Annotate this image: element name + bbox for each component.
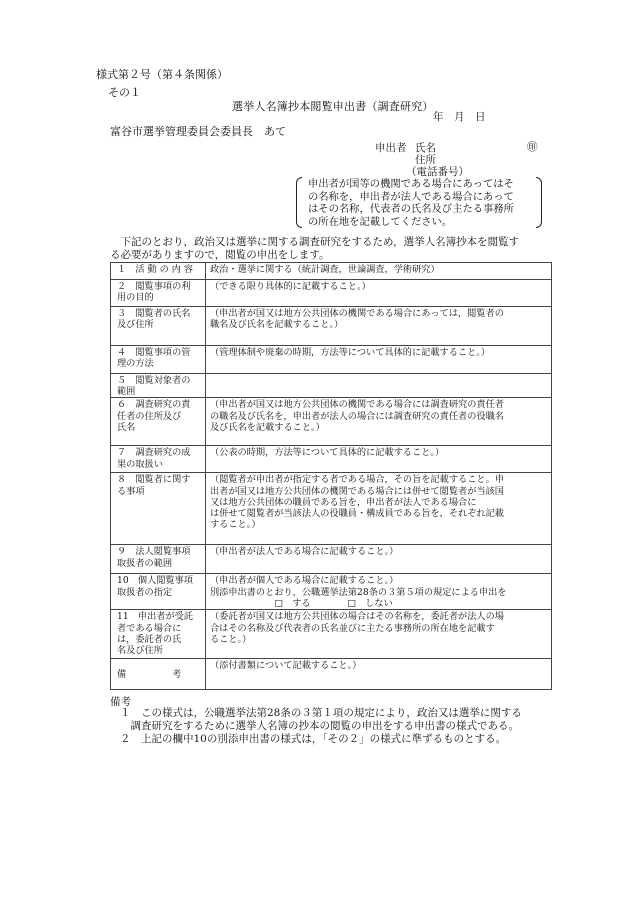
table-row xyxy=(111,263,552,280)
date-line: 年 月 日 xyxy=(433,111,486,123)
table-row xyxy=(111,545,552,574)
sub-reference: その１ xyxy=(108,86,141,99)
row-value-viewer[interactable]: （申出者が国又は地方公共団体の機関である場合にあっては，閲覧者の 職名及び氏名を記載すること。） xyxy=(206,307,552,346)
phone-label: （電話番号） xyxy=(406,166,469,178)
row-value-corporate-handlers[interactable]: （申出者が法人である場合に記載すること。） xyxy=(206,545,552,574)
intro-line: る必要がありますので，閲覧の申出をします。 xyxy=(110,248,330,261)
note-line: の所在地を記載してください。 xyxy=(308,215,453,228)
instruction-note-box xyxy=(298,177,540,228)
name-label: 氏名 xyxy=(415,142,436,154)
row-label-client: 11 申出者が受託 者である場合に は，委託者の氏 名及び住所 xyxy=(111,610,206,659)
row-label-management: ４ 閲覧事項の管 理の方法 xyxy=(111,346,206,374)
row-label-corporate-handlers: ９ 法人閲覧事項 取扱者の範囲 xyxy=(111,545,206,574)
note-line: の名称を，申出者が法人である場合にあって xyxy=(308,190,514,203)
table-row xyxy=(111,610,552,659)
instruction-note-text xyxy=(308,178,514,228)
notes-heading: 備考 xyxy=(110,696,131,708)
row-label-individual-handlers: 10 個人閲覧事項 取扱者の指定 xyxy=(111,574,206,610)
row-label-remarks: 備 考 xyxy=(111,659,206,690)
note-item-2: ２ 上記の欄中10の別添申出書の様式は，「その２」の様式に準ずるものとする。 xyxy=(120,733,507,745)
row-value-research-lead[interactable]: （申出者が国又は地方公共団体の機関である場合には調査研究の責任者 の職名及び氏名を，申出者が法人の場合には調査研究の責任者の役職名 及び氏名を記載すること。） xyxy=(206,398,552,446)
row-value-purpose[interactable]: （できる限り具体的に記載すること。） xyxy=(206,280,552,307)
row-value-target-range[interactable] xyxy=(206,374,552,398)
row-label-viewer: ３ 閲覧者の氏名 及び住所 xyxy=(111,307,206,346)
row-label-results: ７ 調査研究の成 果の取扱い xyxy=(111,446,206,473)
row-label-target-range: ５ 閲覧対象者の 範囲 xyxy=(111,374,206,398)
row-label-purpose: ２ 閲覧事項の利 用の目的 xyxy=(111,280,206,307)
row-value-individual-handlers[interactable]: （申出者が個人である場合に記載すること。） 別添申出書のとおり，公職選挙法第28条の３第５項の規定による申出を □ する □ しない xyxy=(206,574,552,610)
right-bracket xyxy=(536,177,542,228)
table-row xyxy=(111,659,552,690)
table-row xyxy=(111,307,552,346)
address-label: 住所 xyxy=(415,154,436,166)
intro-line: 下記のとおり，政治又は選挙に関する調査研究をするため，選挙人名簿抄本を閲覧す xyxy=(110,236,520,248)
table-row xyxy=(111,346,552,374)
row-value-results[interactable]: （公表の時期，方法等について具体的に記載すること。） xyxy=(206,446,552,473)
table-row xyxy=(111,446,552,473)
row-label-activity: １ 活 動 の 内 容 xyxy=(111,263,206,280)
intro-paragraph xyxy=(110,236,519,261)
row-label-research-lead: ６ 調査研究の責 任者の住所及び 氏名 xyxy=(111,398,206,446)
table-row xyxy=(111,574,552,610)
row-value-remarks[interactable]: （添付書類について記載すること。） xyxy=(206,659,552,690)
row-value-activity[interactable]: 政治・選挙に関する（統計調査，世論調査，学術研究） xyxy=(206,263,552,280)
form-reference: 様式第２号（第４条関係） xyxy=(96,68,228,81)
table-row xyxy=(111,374,552,398)
table-row xyxy=(111,398,552,446)
row-value-client[interactable]: （委託者が国又は地方公共団体の場合はその名称を，委託者が法人の場 合はその名称及び代表者の氏名並びに主たる事務所の所在地を記載す ること。） xyxy=(206,610,552,659)
left-bracket xyxy=(296,177,302,228)
seal-icon: ㊞ xyxy=(527,141,538,153)
row-value-viewer-matters[interactable]: （閲覧者が申出者が指定する者である場合，その旨を記載すること。申 出者が国又は地方公共団体の機関である場合には併せて閲覧者が当該国 又は地方公共団体の職員である旨を，申出者が法人である場合に は併せて閲覧者が当該法人の役職員・構成員である旨を，それぞれ記載 すること。） xyxy=(206,473,552,545)
addressee: 富谷市選挙管理委員会委員長 あて xyxy=(110,125,286,138)
applicant-label: 申出者 xyxy=(375,142,407,154)
document-title: 選挙人名簿抄本閲覧申出書（調査研究） xyxy=(232,100,434,113)
application-table xyxy=(110,262,552,690)
row-value-management[interactable]: （管理体制や廃棄の時期，方法等について具体的に記載すること。） xyxy=(206,346,552,374)
row-label-viewer-matters: ８ 閲覧者に関す る事項 xyxy=(111,473,206,545)
note-item-1: １ この様式は，公職選挙法第28条の３第１項の規定により，政治又は選挙に関する 調査研究をするために選挙人名簿の抄本の閲覧の申出をする申出書の様式である。 xyxy=(120,707,522,732)
note-line: 申出者が国等の機関である場合にあってはそ xyxy=(308,178,514,190)
table-row xyxy=(111,280,552,307)
table-row xyxy=(111,473,552,545)
note-line: はその名称，代表者の氏名及び主たる事務所 xyxy=(308,203,514,215)
